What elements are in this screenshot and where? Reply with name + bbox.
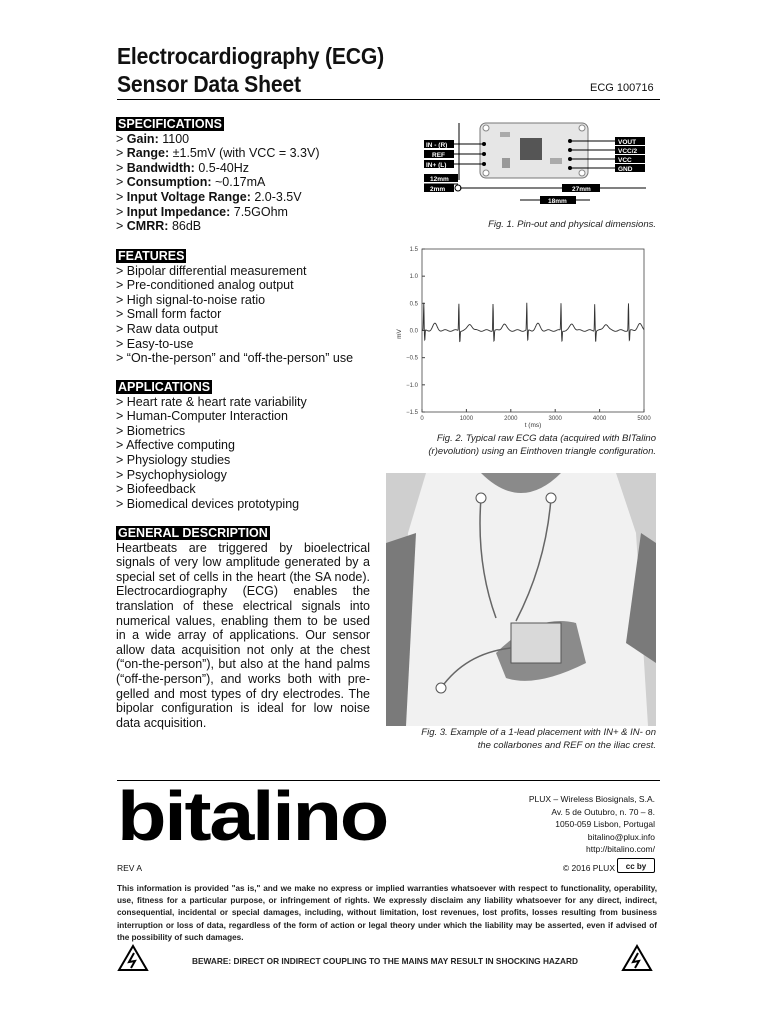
ecg-chart <box>390 244 658 430</box>
figure3-caption-line-2: the collarbones and REF on the iliac crest. <box>477 740 656 751</box>
feature-item-text: Easy-to-use <box>126 336 194 351</box>
application-item-text: Physiology studies <box>126 452 231 467</box>
application-item-text: Affective computing <box>126 438 235 453</box>
electrode-icon <box>476 493 486 503</box>
spec-item: > Bandwidth: 0.5-40Hz <box>116 160 250 175</box>
application-item: > Biometrics <box>116 423 186 438</box>
feature-item: > “On-the-person” and “off-the-person” use <box>116 351 354 366</box>
feature-item-text: High signal-to-noise ratio <box>126 292 266 307</box>
pin-label-in-plus: IN+ (L) <box>426 162 447 169</box>
figure1-caption: Fig. 1. Pin-out and physical dimensions. <box>488 219 656 230</box>
spec-item: > Input Impedance: 7.5GOhm <box>116 204 288 219</box>
feature-item-text: “On-the-person” and “off-the-person” use <box>126 351 354 366</box>
feature-item-text: Bipolar differential measurement <box>126 263 307 278</box>
component-icon <box>550 158 562 164</box>
spec-value: ±1.5mV (with VCC = 3.3V) <box>172 146 320 161</box>
general-description-section <box>116 526 370 730</box>
spec-value: ~0.17mA <box>214 175 266 190</box>
application-item: > Biofeedback <box>116 482 196 497</box>
application-item-text: Biomedical devices prototyping <box>126 496 300 511</box>
feature-item-text: Small form factor <box>126 307 222 322</box>
figure2-caption-line-1: Fig. 2. Typical raw ECG data (acquired with BITalino <box>436 433 656 444</box>
general-description-heading: GENERAL DESCRIPTION <box>118 526 268 540</box>
spec-label: Consumption: <box>126 175 212 190</box>
spec-item: > Gain: 1100 <box>116 131 190 146</box>
high-voltage-warning-icon <box>117 944 149 972</box>
electrode-placement-photo <box>386 473 656 726</box>
application-item: > Human-Computer Interaction <box>116 409 288 424</box>
spec-value: 2.0-3.5V <box>254 189 302 204</box>
x-tick-label: 4000 <box>592 416 607 422</box>
spec-label: Input Voltage Range: <box>126 189 251 204</box>
spec-item: > Range: ±1.5mV (with VCC = 3.3V) <box>116 146 320 161</box>
specifications-list <box>116 132 372 234</box>
pin-label-ref: REF <box>432 152 445 159</box>
feature-item-text: Raw data output <box>126 321 218 336</box>
spec-item: > CMRR: 86dB <box>116 219 202 234</box>
title-line-2: Sensor Data Sheet <box>117 71 301 97</box>
x-tick-label: 5000 <box>637 416 651 422</box>
features-section <box>116 249 372 366</box>
application-item: > Affective computing <box>116 438 235 453</box>
feature-item: > Bipolar differential measurement <box>116 263 307 278</box>
features-heading: FEATURES <box>118 249 185 263</box>
dim-2mm: 2mm <box>430 186 446 193</box>
pin-label-in-minus: IN - (R) <box>426 142 448 149</box>
mains-warning-text: BEWARE: DIRECT OR INDIRECT COUPLING TO THE MAINS MAY RESULT IN SHOCKING HAZARD <box>192 956 578 966</box>
copyright-label: © 2016 PLUX <box>562 863 615 873</box>
feature-item: > Pre-conditioned analog output <box>116 278 294 293</box>
footer-rule <box>117 780 660 781</box>
spec-item: > Consumption: ~0.17mA <box>116 175 266 190</box>
y-tick-label: −1.5 <box>406 410 418 416</box>
mounting-hole-icon <box>579 170 585 176</box>
company-address <box>470 793 655 856</box>
left-pin-labels <box>424 140 486 169</box>
component-icon <box>500 132 510 137</box>
application-item-text: Psychophysiology <box>126 467 227 482</box>
y-tick-label: 0.5 <box>409 301 418 308</box>
y-tick-label: 0.0 <box>409 328 418 335</box>
feature-item: > Easy-to-use <box>116 336 194 351</box>
spec-label: Range: <box>126 146 170 161</box>
bitalino-logo <box>117 788 402 848</box>
spec-value: 0.5-40Hz <box>198 160 250 175</box>
photo-illustration <box>386 473 656 726</box>
figure3-caption <box>386 726 656 752</box>
spec-label: Gain: <box>126 131 159 146</box>
spec-label: CMRR: <box>126 219 169 234</box>
email-link[interactable]: bitalino@plux.info <box>587 831 655 842</box>
spec-item: > Input Voltage Range: 2.0-3.5V <box>116 189 302 204</box>
feature-item: > Small form factor <box>116 307 222 322</box>
general-description-text: Heartbeats are triggered by bioelectrical signals of very low amplitude generated by a special set of cells in the heart (the SA node). Electrocardiography (ECG) enables the translation of these electrical signals into numerical values, enabling them to be used in a wide array of applications. Our sensor allow data acquisition not only at the chest (“on-the-person”), but also at the hand palms (“off-the-person”), and works both with pre-gelled and most types of dry electrodes. The bipolar configuration is ideal for low noise data acquisition. <box>116 540 370 730</box>
figure3-caption-line-1: Fig. 3. Example of a 1-lead placement with IN+ & IN- on <box>421 727 656 738</box>
spec-value: 1100 <box>162 131 190 146</box>
application-item-text: Human-Computer Interaction <box>126 409 288 424</box>
pin-label-vcc: VCC <box>618 157 632 164</box>
website-link[interactable]: http://bitalino.com/ <box>586 844 655 854</box>
pin-label-vout: VOUT <box>618 139 637 146</box>
revision-label: REV A <box>117 863 143 873</box>
specifications-section <box>116 117 372 234</box>
applications-heading: APPLICATIONS <box>118 380 211 394</box>
pin-label-gnd: GND <box>618 166 633 173</box>
features-list <box>116 264 372 366</box>
y-tick-label: 1.0 <box>409 274 418 281</box>
pinout-diagram <box>420 118 660 208</box>
pin-label-vcc-half: VCC/2 <box>618 148 638 155</box>
application-item-text: Heart rate & heart rate variability <box>126 394 307 409</box>
address-line-2: 1050-059 Lisbon, Portugal <box>555 819 655 829</box>
electrode-icon <box>546 493 556 503</box>
feature-item-text: Pre-conditioned analog output <box>126 278 294 293</box>
application-item-text: Biometrics <box>126 423 186 438</box>
component-icon <box>502 158 510 168</box>
mounting-hole-icon <box>483 170 489 176</box>
x-axis-label: t (ms) <box>524 422 542 429</box>
x-tick-label: 3000 <box>548 416 562 422</box>
y-tick-label: 1.5 <box>409 247 418 253</box>
high-voltage-warning-icon <box>621 944 653 972</box>
spec-label: Bandwidth: <box>126 160 195 175</box>
applications-section <box>116 380 372 511</box>
application-item: > Physiology studies <box>116 452 231 467</box>
figure2-caption <box>390 432 656 458</box>
x-tick-label: 0 <box>420 416 424 422</box>
disclaimer-text: This information is provided "as is," and we make no express or implied warranties whatsoever with respect to functionality, operability, use, fitness for a particular purpose, or infringement of rights. We expressly disclaim any liability whatsoever for any direct, indirect, consequential, incidental or special damages, including, without limitation, lost revenues, lost profits, losses resulting from business interruption or loss of data, regardless of the form of action or legal theory under which the liability may be asserted, even if advised of the possibility of such damages. <box>117 884 657 942</box>
cc-license-badge[interactable]: cc by <box>617 858 655 873</box>
tshirt-shape <box>396 473 648 726</box>
mounting-hole-icon <box>483 125 489 131</box>
header-rule <box>117 99 660 100</box>
y-tick-label: −0.5 <box>406 355 418 362</box>
y-tick-label: −1.0 <box>406 382 418 389</box>
x-tick-label: 2000 <box>504 416 518 422</box>
device-board-icon <box>511 623 561 663</box>
company-name: PLUX – Wireless Biosignals, S.A. <box>528 794 655 804</box>
spec-label: Input Impedance: <box>126 204 231 219</box>
specifications-heading: SPECIFICATIONS <box>118 117 222 131</box>
dim-18mm: 18mm <box>548 198 567 205</box>
title-line-1: Electrocardiography (ECG) <box>117 43 385 69</box>
electrode-icon <box>436 683 446 693</box>
spec-value: 86dB <box>171 219 202 234</box>
document-id: ECG 100716 <box>590 82 654 94</box>
ic-chip-icon <box>520 138 542 160</box>
document-title <box>117 42 384 98</box>
dim-27mm: 27mm <box>572 186 591 193</box>
applications-list <box>116 395 372 512</box>
figure2-caption-line-2: (r)evolution) using an Einthoven triangle configuration. <box>428 446 656 457</box>
address-line-1: Av. 5 de Outubro, n. 70 – 8. <box>551 806 655 817</box>
logo-wordmark: bitalino <box>117 788 388 848</box>
mounting-hole-icon <box>579 125 585 131</box>
application-item: > Psychophysiology <box>116 467 227 482</box>
dim-12mm: 12mm <box>430 176 449 183</box>
application-item: > Heart rate & heart rate variability <box>116 394 307 409</box>
x-tick-label: 1000 <box>459 416 474 422</box>
feature-item: > Raw data output <box>116 321 218 336</box>
application-item-text: Biofeedback <box>126 482 196 497</box>
application-item: > Biomedical devices prototyping <box>116 496 300 511</box>
feature-item: > High signal-to-noise ratio <box>116 292 266 307</box>
dimension-labels <box>424 174 646 205</box>
spec-value: 7.5GOhm <box>233 204 288 219</box>
y-axis-label: mV <box>396 329 403 339</box>
